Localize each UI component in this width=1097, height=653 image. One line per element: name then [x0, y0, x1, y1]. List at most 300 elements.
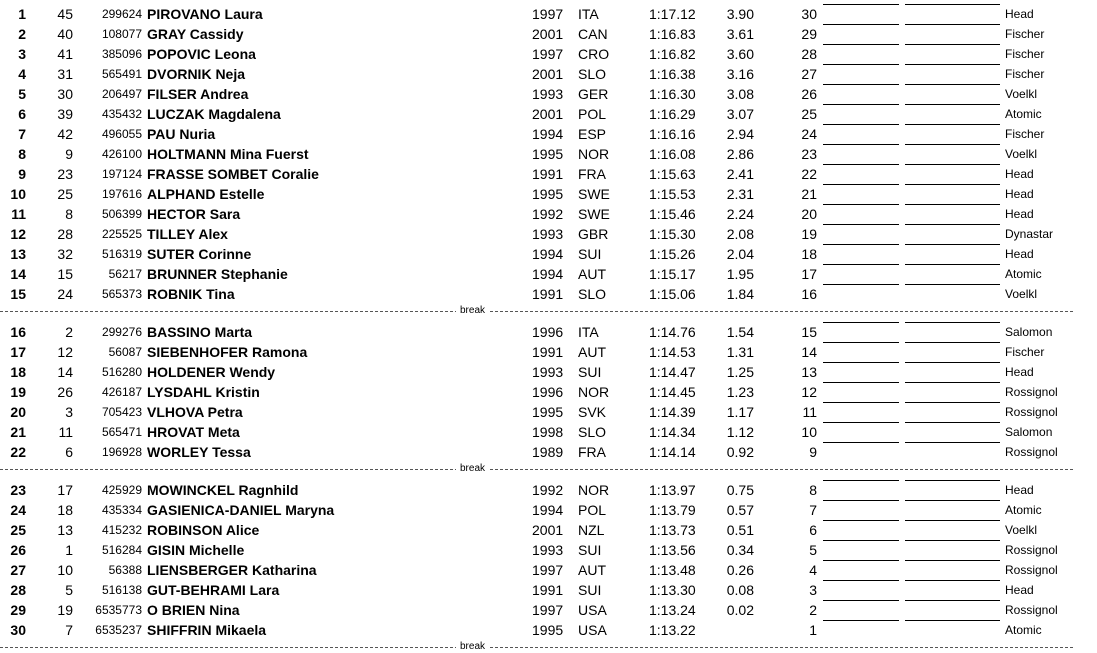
cell-rank: 19 — [10, 384, 26, 400]
blank-line — [823, 164, 899, 165]
blank-line — [905, 264, 1000, 265]
cell-year: 1994 — [532, 246, 564, 262]
blank-line — [905, 204, 1000, 205]
cell-ski: Atomic — [1005, 107, 1042, 121]
cell-start: 1 — [809, 622, 817, 638]
cell-fis: 299624 — [101, 7, 142, 21]
cell-fis: 425929 — [101, 483, 142, 497]
cell-ski: Voelkl — [1005, 287, 1038, 301]
table-row — [0, 84, 1097, 104]
table-row — [0, 204, 1097, 224]
cell-ski: Salomon — [1005, 425, 1053, 439]
cell-time: 1:13.24 — [649, 602, 696, 618]
cell-start: 14 — [801, 344, 817, 360]
cell-ski: Head — [1005, 583, 1034, 597]
cell-start: 15 — [801, 324, 817, 340]
cell-ski: Salomon — [1005, 325, 1053, 339]
cell-diff: 0.02 — [726, 602, 754, 618]
cell-nat: FRA — [578, 444, 606, 460]
blank-line — [823, 264, 899, 265]
cell-rank: 27 — [10, 562, 26, 578]
table-row — [0, 244, 1097, 264]
cell-nat: ITA — [578, 324, 599, 340]
cell-rank: 15 — [10, 286, 26, 302]
cell-diff: 1.31 — [726, 344, 754, 360]
cell-bib: 32 — [57, 246, 73, 262]
cell-ski: Head — [1005, 167, 1034, 181]
cell-rank: 3 — [18, 46, 26, 62]
table-row — [0, 322, 1097, 342]
blank-line — [905, 520, 1000, 521]
cell-rank: 14 — [10, 266, 26, 282]
cell-name: BASSINO Marta — [147, 324, 253, 340]
cell-year: 2001 — [532, 26, 564, 42]
cell-start: 7 — [809, 502, 817, 518]
cell-year: 1992 — [532, 206, 564, 222]
cell-start: 21 — [801, 186, 817, 202]
cell-name: ROBINSON Alice — [147, 522, 260, 538]
cell-ski: Voelkl — [1005, 147, 1038, 161]
cell-name: POPOVIC Leona — [147, 46, 256, 62]
cell-diff: 2.94 — [726, 126, 754, 142]
cell-start: 23 — [801, 146, 817, 162]
cell-start: 8 — [809, 482, 817, 498]
cell-start: 3 — [809, 582, 817, 598]
table-row — [0, 540, 1097, 560]
cell-diff: 2.04 — [726, 246, 754, 262]
blank-line — [905, 480, 1000, 481]
blank-line — [823, 44, 899, 45]
table-row — [0, 580, 1097, 600]
cell-ski: Rossignol — [1005, 543, 1058, 557]
cell-ski: Head — [1005, 7, 1034, 21]
cell-year: 1991 — [532, 344, 564, 360]
cell-fis: 56388 — [108, 563, 142, 577]
cell-bib: 11 — [58, 424, 73, 440]
cell-time: 1:13.48 — [649, 562, 696, 578]
cell-diff: 1.17 — [726, 404, 754, 420]
break-separator — [0, 305, 1073, 317]
cell-time: 1:15.46 — [649, 206, 696, 222]
blank-line — [823, 500, 899, 501]
cell-year: 1993 — [532, 86, 564, 102]
cell-diff: 2.41 — [726, 166, 754, 182]
cell-diff: 3.60 — [726, 46, 754, 62]
blank-line — [905, 540, 1000, 541]
cell-ski: Rossignol — [1005, 563, 1058, 577]
cell-rank: 8 — [18, 146, 26, 162]
cell-nat: NOR — [578, 384, 610, 400]
blank-line — [905, 342, 1000, 343]
cell-time: 1:16.83 — [649, 26, 696, 42]
cell-year: 2001 — [532, 66, 564, 82]
cell-start: 17 — [801, 266, 817, 282]
cell-start: 19 — [801, 226, 817, 242]
cell-rank: 13 — [10, 246, 26, 262]
cell-diff: 0.08 — [726, 582, 754, 598]
cell-diff: 3.08 — [726, 86, 754, 102]
cell-fis: 56217 — [108, 267, 142, 281]
table-row — [0, 520, 1097, 540]
cell-bib: 15 — [57, 266, 73, 282]
cell-ski: Atomic — [1005, 267, 1042, 281]
cell-year: 1997 — [532, 46, 564, 62]
cell-time: 1:13.73 — [649, 522, 696, 538]
cell-bib: 10 — [57, 562, 73, 578]
cell-year: 2001 — [532, 106, 564, 122]
cell-name: TILLEY Alex — [147, 226, 228, 242]
cell-name: LIENSBERGER Katharina — [147, 562, 317, 578]
cell-diff: 3.90 — [726, 6, 754, 22]
cell-time: 1:17.12 — [649, 6, 696, 22]
cell-time: 1:16.82 — [649, 46, 696, 62]
cell-bib: 12 — [57, 344, 73, 360]
cell-start: 12 — [801, 384, 817, 400]
cell-rank: 21 — [10, 424, 26, 440]
blank-line — [823, 342, 899, 343]
cell-fis: 197616 — [101, 187, 142, 201]
blank-line — [823, 560, 899, 561]
cell-start: 13 — [801, 364, 817, 380]
blank-line — [905, 382, 1000, 383]
cell-start: 24 — [801, 126, 817, 142]
cell-name: GISIN Michelle — [147, 542, 245, 558]
blank-line — [905, 560, 1000, 561]
blank-line — [823, 540, 899, 541]
cell-ski: Rossignol — [1005, 445, 1058, 459]
cell-bib: 41 — [57, 46, 73, 62]
cell-name: HOLDENER Wendy — [147, 364, 276, 380]
blank-line — [905, 284, 1000, 285]
table-row — [0, 184, 1097, 204]
cell-name: LUCZAK Magdalena — [147, 106, 281, 122]
cell-nat: SLO — [578, 424, 607, 440]
cell-ski: Head — [1005, 187, 1034, 201]
cell-ski: Head — [1005, 483, 1034, 497]
cell-ski: Atomic — [1005, 623, 1042, 637]
cell-nat: SVK — [578, 404, 607, 420]
cell-year: 1995 — [532, 622, 564, 638]
cell-nat: NOR — [578, 146, 610, 162]
blank-line — [905, 44, 1000, 45]
cell-nat: ESP — [578, 126, 607, 142]
blank-line — [905, 84, 1000, 85]
cell-year: 1996 — [532, 324, 564, 340]
blank-line — [823, 580, 899, 581]
cell-start: 4 — [809, 562, 817, 578]
cell-ski: Fischer — [1005, 127, 1045, 141]
blank-line — [905, 362, 1000, 363]
cell-ski: Voelkl — [1005, 523, 1038, 537]
cell-diff: 2.24 — [726, 206, 754, 222]
blank-line — [905, 224, 1000, 225]
cell-name: FILSER Andrea — [147, 86, 249, 102]
table-row — [0, 284, 1097, 304]
blank-line — [823, 362, 899, 363]
blank-line — [823, 204, 899, 205]
blank-line — [823, 224, 899, 225]
break-label: break — [456, 305, 489, 317]
cell-nat: FRA — [578, 166, 606, 182]
cell-rank: 6 — [18, 106, 26, 122]
cell-ski: Voelkl — [1005, 87, 1038, 101]
cell-ski: Rossignol — [1005, 385, 1058, 399]
cell-diff: 0.51 — [726, 522, 754, 538]
cell-bib: 31 — [57, 66, 73, 82]
cell-name: VLHOVA Petra — [147, 404, 243, 420]
cell-bib: 13 — [57, 522, 73, 538]
cell-year: 1991 — [532, 166, 564, 182]
cell-fis: 197124 — [101, 167, 142, 181]
cell-time: 1:14.45 — [649, 384, 696, 400]
cell-start: 26 — [801, 86, 817, 102]
cell-fis: 299276 — [101, 325, 142, 339]
cell-ski: Head — [1005, 365, 1034, 379]
cell-diff: 1.54 — [726, 324, 754, 340]
blank-line — [905, 422, 1000, 423]
cell-rank: 24 — [10, 502, 26, 518]
cell-year: 1997 — [532, 562, 564, 578]
cell-ski: Fischer — [1005, 67, 1045, 81]
cell-diff: 1.25 — [726, 364, 754, 380]
cell-year: 1996 — [532, 384, 564, 400]
cell-ski: Head — [1005, 207, 1034, 221]
cell-time: 1:14.39 — [649, 404, 696, 420]
cell-bib: 7 — [65, 622, 73, 638]
cell-nat: USA — [578, 602, 607, 618]
cell-nat: SUI — [578, 364, 602, 380]
cell-rank: 7 — [18, 126, 26, 142]
cell-start: 25 — [801, 106, 817, 122]
cell-year: 1994 — [532, 126, 564, 142]
cell-year: 1991 — [532, 582, 564, 598]
cell-name: HECTOR Sara — [147, 206, 241, 222]
blank-line — [905, 402, 1000, 403]
table-row — [0, 560, 1097, 580]
cell-diff: 1.95 — [726, 266, 754, 282]
cell-year: 1994 — [532, 266, 564, 282]
blank-line — [823, 322, 899, 323]
cell-fis: 435432 — [101, 107, 142, 121]
table-row — [0, 4, 1097, 24]
cell-rank: 4 — [18, 66, 26, 82]
table-row — [0, 422, 1097, 442]
cell-nat: GER — [578, 86, 609, 102]
cell-bib: 25 — [57, 186, 73, 202]
blank-line — [823, 84, 899, 85]
blank-line — [823, 422, 899, 423]
table-row — [0, 144, 1097, 164]
cell-year: 1997 — [532, 602, 564, 618]
cell-diff: 2.86 — [726, 146, 754, 162]
cell-nat: SUI — [578, 246, 602, 262]
cell-year: 2001 — [532, 522, 564, 538]
cell-name: GRAY Cassidy — [147, 26, 244, 42]
cell-year: 1995 — [532, 186, 564, 202]
cell-fis: 196928 — [101, 445, 142, 459]
table-row — [0, 500, 1097, 520]
cell-rank: 12 — [10, 226, 26, 242]
cell-fis: 705423 — [101, 405, 142, 419]
cell-ski: Atomic — [1005, 503, 1042, 517]
cell-name: ALPHAND Estelle — [147, 186, 265, 202]
cell-year: 1991 — [532, 286, 564, 302]
cell-ski: Rossignol — [1005, 603, 1058, 617]
blank-line — [905, 64, 1000, 65]
cell-time: 1:14.34 — [649, 424, 696, 440]
table-row — [0, 402, 1097, 422]
blank-line — [905, 600, 1000, 601]
table-row — [0, 124, 1097, 144]
cell-name: ROBNIK Tina — [147, 286, 235, 302]
cell-rank: 10 — [10, 186, 26, 202]
dashed-divider — [0, 469, 1073, 470]
cell-name: GUT-BEHRAMI Lara — [147, 582, 280, 598]
cell-rank: 9 — [18, 166, 26, 182]
cell-bib: 42 — [57, 126, 73, 142]
cell-diff: 1.84 — [726, 286, 754, 302]
cell-time: 1:15.17 — [649, 266, 696, 282]
cell-fis: 506399 — [101, 207, 142, 221]
cell-fis: 516319 — [101, 247, 142, 261]
cell-diff: 0.34 — [726, 542, 754, 558]
cell-name: BRUNNER Stephanie — [147, 266, 288, 282]
blank-line — [905, 144, 1000, 145]
cell-fis: 108077 — [101, 27, 142, 41]
cell-bib: 17 — [57, 482, 73, 498]
cell-name: GASIENICA-DANIEL Maryna — [147, 502, 335, 518]
blank-line — [823, 480, 899, 481]
cell-nat: SUI — [578, 582, 602, 598]
cell-nat: NOR — [578, 482, 610, 498]
cell-name: MOWINCKEL Ragnhild — [147, 482, 299, 498]
cell-nat: SUI — [578, 542, 602, 558]
table-row — [0, 64, 1097, 84]
cell-rank: 23 — [10, 482, 26, 498]
cell-diff: 0.57 — [726, 502, 754, 518]
blank-line — [823, 600, 899, 601]
cell-name: SIEBENHOFER Ramona — [147, 344, 308, 360]
cell-bib: 24 — [57, 286, 73, 302]
cell-fis: 6535237 — [95, 623, 142, 637]
cell-nat: AUT — [578, 344, 606, 360]
blank-line — [905, 500, 1000, 501]
cell-name: SUTER Corinne — [147, 246, 252, 262]
cell-rank: 16 — [10, 324, 26, 340]
cell-nat: AUT — [578, 562, 606, 578]
cell-bib: 2 — [65, 324, 73, 340]
cell-year: 1995 — [532, 146, 564, 162]
blank-line — [823, 184, 899, 185]
blank-line — [823, 144, 899, 145]
blank-line — [905, 620, 1000, 621]
blank-line — [905, 442, 1000, 443]
blank-line — [905, 580, 1000, 581]
blank-line — [823, 402, 899, 403]
cell-nat: NZL — [578, 522, 605, 538]
cell-fis: 6535773 — [95, 603, 142, 617]
table-row — [0, 382, 1097, 402]
cell-year: 1993 — [532, 542, 564, 558]
cell-year: 1992 — [532, 482, 564, 498]
cell-nat: SLO — [578, 286, 607, 302]
cell-fis: 516280 — [101, 365, 142, 379]
cell-start: 29 — [801, 26, 817, 42]
cell-bib: 45 — [57, 6, 73, 22]
cell-bib: 39 — [57, 106, 73, 122]
blank-line — [823, 620, 899, 621]
cell-year: 1997 — [532, 6, 564, 22]
cell-rank: 2 — [18, 26, 26, 42]
cell-rank: 29 — [10, 602, 26, 618]
cell-nat: CAN — [578, 26, 608, 42]
table-row — [0, 24, 1097, 44]
cell-bib: 26 — [57, 384, 73, 400]
blank-line — [905, 24, 1000, 25]
cell-rank: 20 — [10, 404, 26, 420]
cell-time: 1:15.30 — [649, 226, 696, 242]
cell-start: 28 — [801, 46, 817, 62]
cell-time: 1:16.29 — [649, 106, 696, 122]
cell-start: 20 — [801, 206, 817, 222]
table-row — [0, 44, 1097, 64]
table-row — [0, 600, 1097, 620]
cell-time: 1:14.47 — [649, 364, 696, 380]
cell-diff: 3.16 — [726, 66, 754, 82]
blank-line — [823, 244, 899, 245]
blank-line — [823, 24, 899, 25]
cell-ski: Fischer — [1005, 27, 1045, 41]
cell-time: 1:13.79 — [649, 502, 696, 518]
cell-name: LYSDAHL Kristin — [147, 384, 260, 400]
table-row — [0, 164, 1097, 184]
cell-time: 1:15.26 — [649, 246, 696, 262]
cell-time: 1:15.06 — [649, 286, 696, 302]
cell-name: SHIFFRIN Mikaela — [147, 622, 267, 638]
cell-rank: 17 — [10, 344, 26, 360]
cell-fis: 225525 — [101, 227, 142, 241]
cell-bib: 1 — [65, 542, 73, 558]
cell-nat: ITA — [578, 6, 599, 22]
cell-ski: Rossignol — [1005, 405, 1058, 419]
cell-bib: 28 — [57, 226, 73, 242]
cell-bib: 30 — [57, 86, 73, 102]
cell-fis: 385096 — [101, 47, 142, 61]
cell-rank: 1 — [18, 6, 26, 22]
cell-start: 2 — [809, 602, 817, 618]
break-separator — [0, 463, 1073, 475]
cell-time: 1:15.63 — [649, 166, 696, 182]
blank-line — [823, 382, 899, 383]
cell-fis: 435334 — [101, 503, 142, 517]
cell-rank: 18 — [10, 364, 26, 380]
cell-nat: SWE — [578, 206, 610, 222]
cell-rank: 28 — [10, 582, 26, 598]
cell-rank: 5 — [18, 86, 26, 102]
cell-year: 1989 — [532, 444, 564, 460]
blank-line — [905, 124, 1000, 125]
cell-time: 1:16.08 — [649, 146, 696, 162]
cell-start: 16 — [801, 286, 817, 302]
table-row — [0, 342, 1097, 362]
cell-start: 5 — [809, 542, 817, 558]
cell-start: 27 — [801, 66, 817, 82]
cell-ski: Fischer — [1005, 47, 1045, 61]
table-row — [0, 224, 1097, 244]
cell-bib: 14 — [57, 364, 73, 380]
cell-time: 1:13.22 — [649, 622, 696, 638]
cell-start: 10 — [801, 424, 817, 440]
